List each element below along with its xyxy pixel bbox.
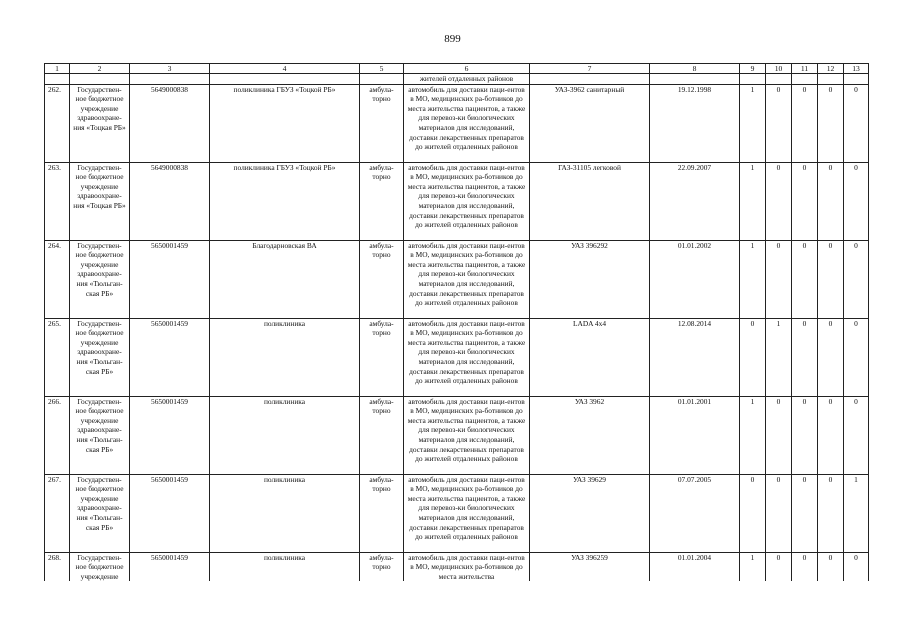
cell-col-9: 1 bbox=[740, 162, 766, 240]
cell-col-12: 0 bbox=[818, 318, 844, 396]
cell-code: 5649000838 bbox=[130, 84, 210, 162]
cell-col-13: 0 bbox=[844, 396, 869, 474]
cell-institution: Государствен-ное бюджетное учреждение здравоохране-ния «Тоцкая РБ» bbox=[70, 84, 130, 162]
cell-col-9: 1 bbox=[740, 240, 766, 318]
cell-vehicle: LADA 4x4 bbox=[530, 318, 650, 396]
cell-col-12: 0 bbox=[818, 162, 844, 240]
cell-institution: Государствен-ное бюджетное учреждение здравоохране-ния «Тоцкая РБ» bbox=[70, 162, 130, 240]
cell-col-11: 0 bbox=[792, 474, 818, 552]
cell-row-number: 264. bbox=[45, 240, 70, 318]
column-number: 9 bbox=[740, 64, 766, 74]
cell-col-11: 0 bbox=[792, 318, 818, 396]
column-number-row bbox=[45, 64, 869, 74]
table-row bbox=[45, 240, 869, 318]
cell-col-10: 0 bbox=[766, 84, 792, 162]
cell-col-13: 0 bbox=[844, 318, 869, 396]
cell-col-10: 0 bbox=[766, 162, 792, 240]
vehicle-register-table bbox=[44, 63, 869, 581]
cell-care-type: амбула-торно bbox=[360, 84, 404, 162]
cell-purpose: автомобиль для доставки паци-ентов в МО, медицинских ра-ботников до места жительства пациентов, а также для перевоз-ки биологических материалов для исследований, доставки лекарственных препаратов до жителей отдаленных районов bbox=[404, 396, 530, 474]
cell-row-number: 263. bbox=[45, 162, 70, 240]
cell-col-13: 0 bbox=[844, 84, 869, 162]
cell-date: 07.07.2005 bbox=[650, 474, 740, 552]
cell-vehicle: УАЗ 39629 bbox=[530, 474, 650, 552]
cell-unit: поликлиника ГБУЗ «Тоцкой РБ» bbox=[210, 162, 360, 240]
cell-col-13: 0 bbox=[844, 240, 869, 318]
column-number: 5 bbox=[360, 64, 404, 74]
cell-code: 5650001459 bbox=[130, 240, 210, 318]
cell-row-number: 268. bbox=[45, 552, 70, 581]
table-row bbox=[45, 162, 869, 240]
cell-care-type: амбула-торно bbox=[360, 552, 404, 581]
cell-col-13: 0 bbox=[844, 162, 869, 240]
cell-code: 5650001459 bbox=[130, 474, 210, 552]
cell-purpose: автомобиль для доставки паци-ентов в МО, медицинских ра-ботников до места жительства bbox=[404, 552, 530, 581]
cell-institution: Государствен-ное бюджетное учреждение bbox=[70, 552, 130, 581]
cell-col-12: 0 bbox=[818, 240, 844, 318]
cell-row-number: 266. bbox=[45, 396, 70, 474]
cell-row-number: 265. bbox=[45, 318, 70, 396]
cell-col-11: 0 bbox=[792, 240, 818, 318]
cell-col-11: 0 bbox=[792, 552, 818, 581]
column-number: 13 bbox=[844, 64, 869, 74]
cell-unit: поликлиника bbox=[210, 318, 360, 396]
cell-col-9: 0 bbox=[740, 474, 766, 552]
cell-purpose: автомобиль для доставки паци-ентов в МО, медицинских ра-ботников до места жительства пациентов, а также для перевоз-ки биологических материалов для исследований, доставки лекарственных препаратов до жителей отдаленных районов bbox=[404, 162, 530, 240]
cell-col-12: 0 bbox=[818, 474, 844, 552]
cell-date: 01.01.2001 bbox=[650, 396, 740, 474]
cell-care-type: амбула-торно bbox=[360, 474, 404, 552]
cell-unit: поликлиника bbox=[210, 552, 360, 581]
column-number: 1 bbox=[45, 64, 70, 74]
continuation-text: жителей отдаленных районов bbox=[404, 74, 530, 85]
cell-vehicle: УАЗ 396259 bbox=[530, 552, 650, 581]
cell-col-12: 0 bbox=[818, 396, 844, 474]
cell-col-10: 0 bbox=[766, 240, 792, 318]
table-row bbox=[45, 474, 869, 552]
cell-care-type: амбула-торно bbox=[360, 318, 404, 396]
column-number: 2 bbox=[70, 64, 130, 74]
cell-col-11: 0 bbox=[792, 396, 818, 474]
cell-col-12: 0 bbox=[818, 84, 844, 162]
cell-purpose: автомобиль для доставки паци-ентов в МО, медицинских ра-ботников до места жительства пациентов, а также для перевоз-ки биологических материалов для исследований, доставки лекарственных препаратов до жителей отдаленных районов bbox=[404, 474, 530, 552]
cell-date: 01.01.2004 bbox=[650, 552, 740, 581]
cell-col-13: 1 bbox=[844, 474, 869, 552]
cell-col-9: 1 bbox=[740, 396, 766, 474]
cell-institution: Государствен-ное бюджетное учреждение здравоохране-ния «Тюльган-ская РБ» bbox=[70, 396, 130, 474]
cell-code: 5650001459 bbox=[130, 396, 210, 474]
cell-col-12: 0 bbox=[818, 552, 844, 581]
page-number: 899 bbox=[444, 33, 461, 45]
cell-col-10: 0 bbox=[766, 396, 792, 474]
cell-col-9: 1 bbox=[740, 552, 766, 581]
cell-col-9: 0 bbox=[740, 318, 766, 396]
cell-institution: Государствен-ное бюджетное учреждение здравоохране-ния «Тюльган-ская РБ» bbox=[70, 240, 130, 318]
cell-code: 5649000838 bbox=[130, 162, 210, 240]
cell-row-number: 262. bbox=[45, 84, 70, 162]
column-number: 4 bbox=[210, 64, 360, 74]
cell-code: 5650001459 bbox=[130, 318, 210, 396]
register-entries bbox=[45, 84, 869, 581]
cell-vehicle: ГАЗ-31105 легковой bbox=[530, 162, 650, 240]
table-row bbox=[45, 318, 869, 396]
cell-code: 5650001459 bbox=[130, 552, 210, 581]
cell-care-type: амбула-торно bbox=[360, 162, 404, 240]
cell-vehicle: УАЗ 3962 bbox=[530, 396, 650, 474]
cell-care-type: амбула-торно bbox=[360, 240, 404, 318]
cell-purpose: автомобиль для доставки паци-ентов в МО, медицинских ра-ботников до места жительства пациентов, а также для перевоз-ки биологических материалов для исследований, доставки лекарственных препаратов до жителей отдаленных районов bbox=[404, 318, 530, 396]
table-row bbox=[45, 396, 869, 474]
table-row bbox=[45, 84, 869, 162]
cell-unit: Благодарновская ВА bbox=[210, 240, 360, 318]
cell-institution: Государствен-ное бюджетное учреждение здравоохране-ния «Тюльган-ская РБ» bbox=[70, 318, 130, 396]
column-number: 3 bbox=[130, 64, 210, 74]
cell-row-number: 267. bbox=[45, 474, 70, 552]
column-number: 10 bbox=[766, 64, 792, 74]
cell-col-10: 1 bbox=[766, 318, 792, 396]
cell-unit: поликлиника bbox=[210, 474, 360, 552]
cell-unit: поликлиника bbox=[210, 396, 360, 474]
cell-date: 19.12.1998 bbox=[650, 84, 740, 162]
continuation-row bbox=[45, 74, 869, 85]
table-row bbox=[45, 552, 869, 581]
cell-vehicle: УАЗ 396292 bbox=[530, 240, 650, 318]
column-number: 6 bbox=[404, 64, 530, 74]
cell-col-10: 0 bbox=[766, 474, 792, 552]
cell-purpose: автомобиль для доставки паци-ентов в МО, медицинских ра-ботников до места жительства пациентов, а также для перевоз-ки биологических материалов для исследований, доставки лекарственных препаратов до жителей отдаленных районов bbox=[404, 240, 530, 318]
cell-vehicle: УАЗ-3962 санитарный bbox=[530, 84, 650, 162]
cell-col-11: 0 bbox=[792, 162, 818, 240]
column-number: 11 bbox=[792, 64, 818, 74]
cell-date: 22.09.2007 bbox=[650, 162, 740, 240]
cell-purpose: автомобиль для доставки паци-ентов в МО, медицинских ра-ботников до места жительства пациентов, а также для перевоз-ки биологических материалов для исследований, доставки лекарственных препаратов до жителей отдаленных районов bbox=[404, 84, 530, 162]
column-number: 7 bbox=[530, 64, 650, 74]
column-number: 12 bbox=[818, 64, 844, 74]
cell-date: 12.08.2014 bbox=[650, 318, 740, 396]
cell-institution: Государствен-ное бюджетное учреждение здравоохране-ния «Тюльган-ская РБ» bbox=[70, 474, 130, 552]
column-number: 8 bbox=[650, 64, 740, 74]
cell-care-type: амбула-торно bbox=[360, 396, 404, 474]
cell-date: 01.01.2002 bbox=[650, 240, 740, 318]
cell-col-13: 0 bbox=[844, 552, 869, 581]
cell-unit: поликлиника ГБУЗ «Тоцкой РБ» bbox=[210, 84, 360, 162]
cell-col-9: 1 bbox=[740, 84, 766, 162]
cell-col-10: 0 bbox=[766, 552, 792, 581]
cell-col-11: 0 bbox=[792, 84, 818, 162]
